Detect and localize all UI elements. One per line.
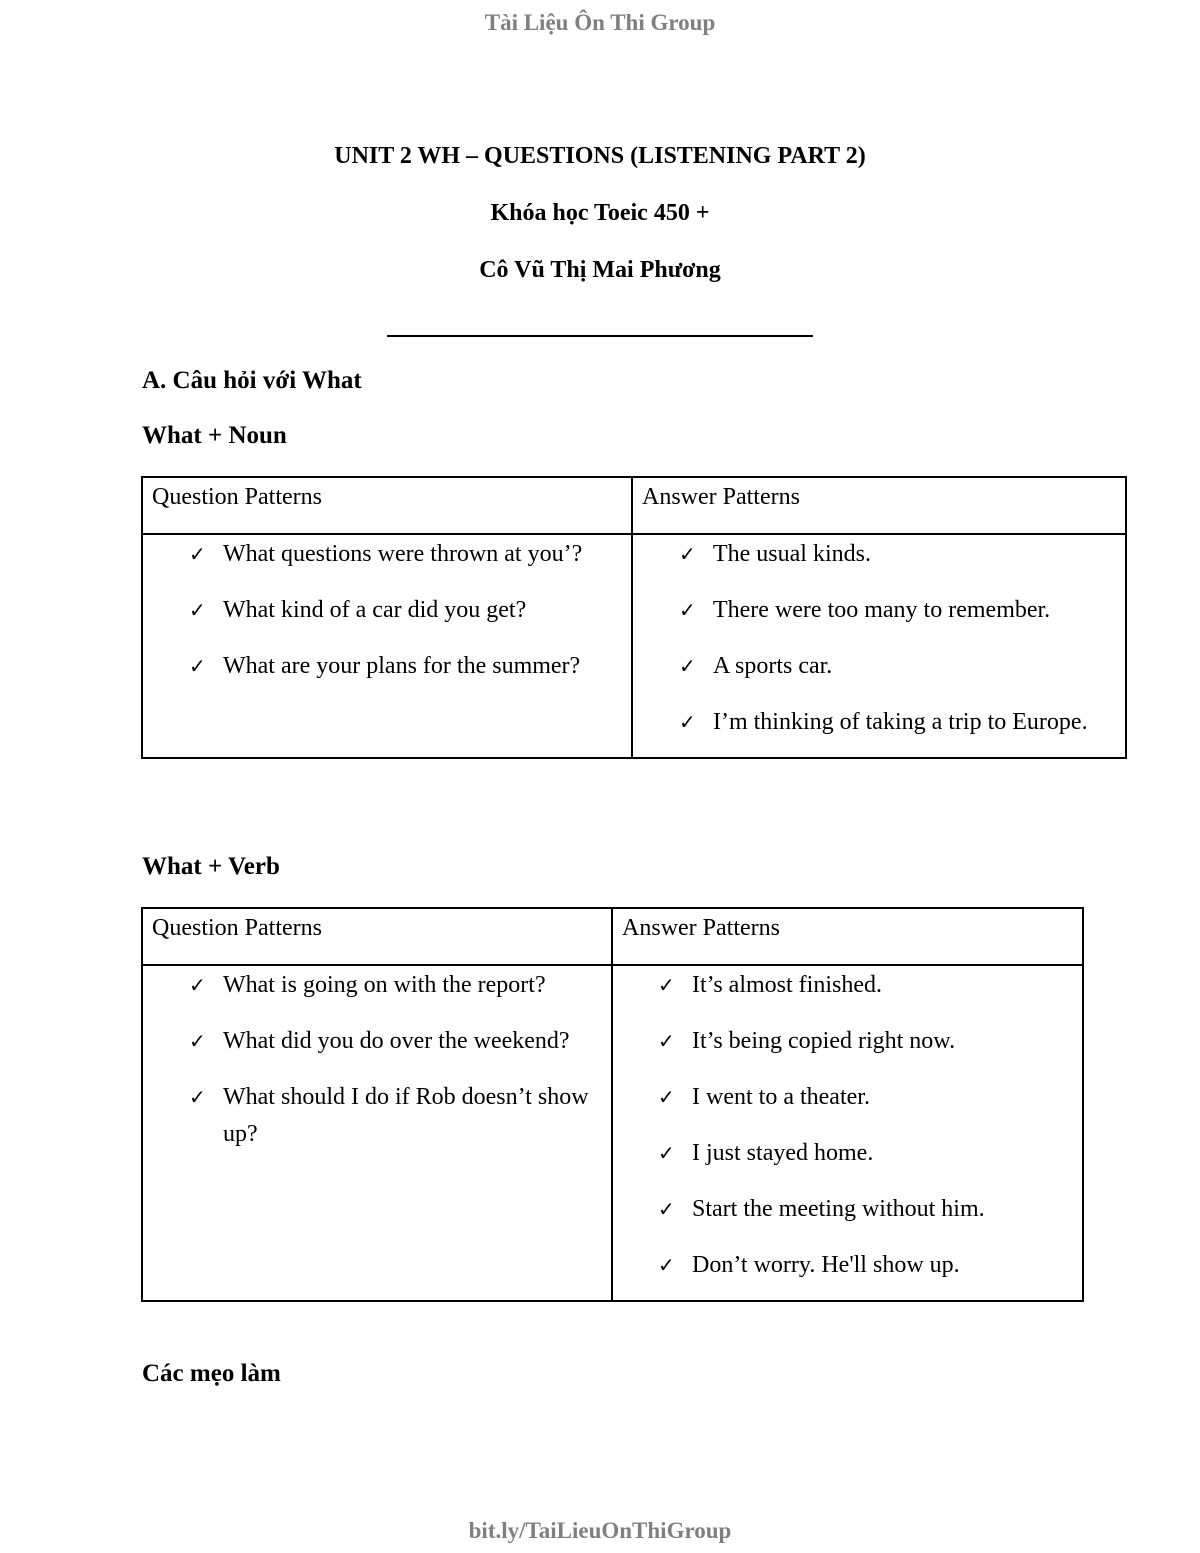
checkmark-icon: ✓ [678,710,696,734]
checkmark-icon: ✓ [678,542,696,566]
list-item [658,1247,1072,1284]
list-item [189,1079,601,1153]
checkmark-icon: ✓ [189,654,206,678]
list-item [658,1191,1072,1228]
checkmark-icon: ✓ [189,542,206,566]
checkmark-icon: ✓ [189,1029,206,1053]
answer-patterns-cell [632,534,1126,758]
checkmark-icon: ✓ [678,598,696,622]
course-name: Khóa học Toeic 450 + [490,200,710,226]
answer-text: There were too many to remember. [712,597,1051,623]
what-noun-table [141,476,1127,759]
answer-text: It’s being copied right now. [692,1028,956,1054]
list-item [678,536,1115,573]
answer-text: A sports car. [712,653,833,679]
answer-list [633,535,1125,757]
question-text: What are your plans for the summer? [223,653,581,679]
question-patterns-header: Question Patterns [142,908,612,965]
checkmark-icon: ✓ [189,973,206,997]
checkmark-icon: ✓ [658,1029,675,1053]
checkmark-icon: ✓ [658,973,675,997]
checkmark-icon: ✓ [658,1253,675,1277]
answer-patterns-header: Answer Patterns [632,477,1126,534]
list-item [189,648,621,685]
answer-list [613,966,1082,1300]
question-patterns-cell [142,534,632,758]
question-list [143,966,611,1169]
checkmark-icon: ✓ [189,1085,206,1109]
checkmark-icon: ✓ [189,598,206,622]
table-body-row [142,965,1083,1301]
what-noun-heading: What + Noun [142,422,287,449]
answer-text: Start the meeting without him. [692,1196,985,1222]
answer-text: I went to a theater. [692,1084,870,1110]
answer-text: It’s almost finished. [692,972,882,998]
section-a-heading: A. Câu hỏi với What [142,367,362,394]
list-item [678,704,1115,741]
checkmark-icon: ✓ [678,654,696,678]
list-item [658,1079,1072,1116]
tips-heading: Các mẹo làm [142,1360,281,1387]
question-patterns-cell [142,965,612,1301]
answer-text: I’m thinking of taking a trip to Europe. [712,709,1088,735]
question-text: What kind of a car did you get? [223,597,527,623]
what-verb-table [141,907,1084,1302]
list-item [658,967,1072,1004]
answer-text: Don’t worry. He'll show up. [692,1252,960,1278]
checkmark-icon: ✓ [658,1141,675,1165]
list-item [189,1023,601,1060]
answer-text: I just stayed home. [692,1140,874,1166]
list-item [678,592,1115,629]
table-header-row [142,477,1126,534]
document-title: UNIT 2 WH – QUESTIONS (LISTENING PART 2) [334,143,866,169]
question-list [143,535,631,701]
question-text: What did you do over the weekend? [223,1028,570,1054]
list-item [189,592,621,629]
checkmark-icon: ✓ [658,1085,675,1109]
table-body-row [142,534,1126,758]
question-text: What is going on with the report? [223,972,546,998]
footer-watermark: bit.ly/TaiLieuOnThiGroup [468,1518,732,1543]
list-item [658,1135,1072,1172]
teacher-name: Cô Vũ Thị Mai Phương [479,257,721,283]
table-header-row [142,908,1083,965]
question-text: What questions were thrown at you’? [223,541,583,567]
answer-patterns-cell [612,965,1083,1301]
list-item [189,967,601,1004]
what-verb-heading: What + Verb [142,853,280,880]
list-item [658,1023,1072,1060]
header-watermark: Tài Liệu Ôn Thi Group [484,10,716,35]
title-divider [387,335,813,337]
checkmark-icon: ✓ [658,1197,675,1221]
list-item [678,648,1115,685]
question-text: What should I do if Rob doesn’t show up? [223,1084,589,1147]
answer-patterns-header: Answer Patterns [612,908,1083,965]
list-item [189,536,621,573]
question-patterns-header: Question Patterns [142,477,632,534]
answer-text: The usual kinds. [712,541,871,567]
